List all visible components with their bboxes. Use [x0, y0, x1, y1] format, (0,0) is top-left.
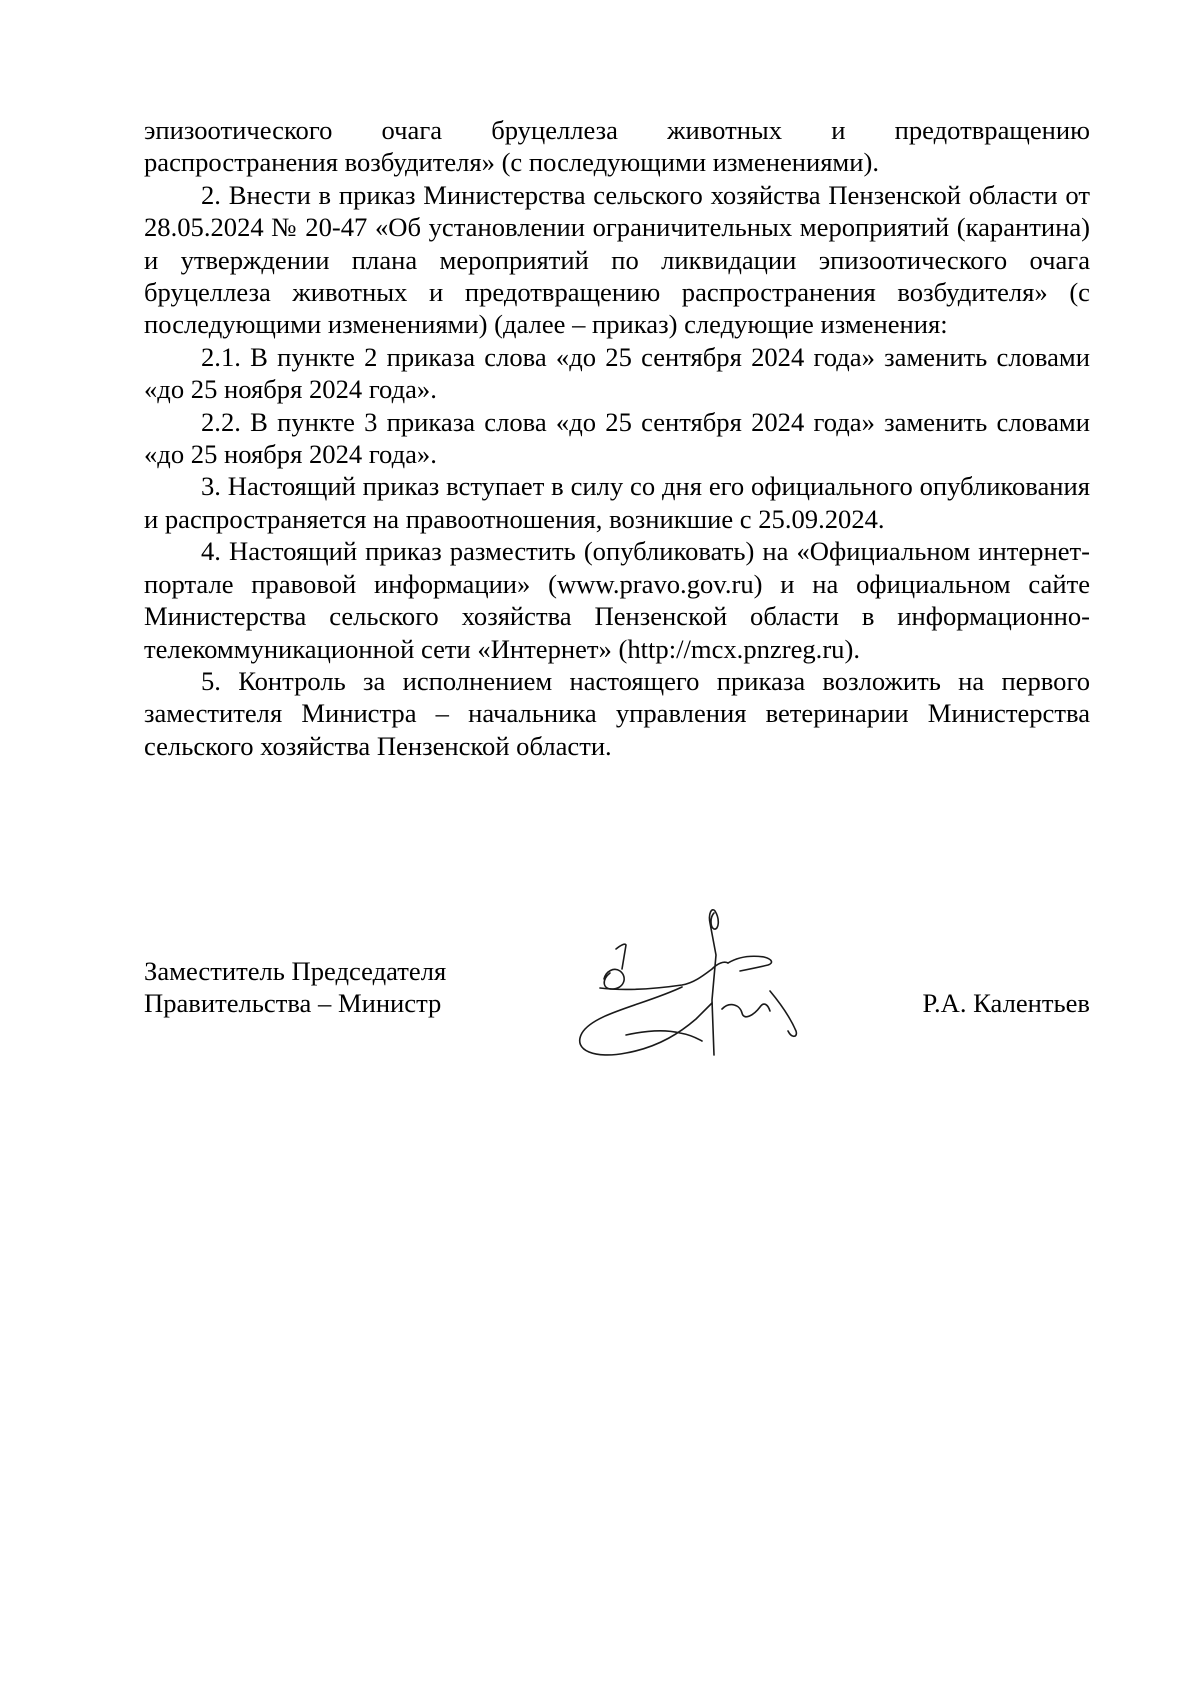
paragraph-continuation	[144, 114, 1090, 179]
signer-position-line2: Правительства – Министр	[144, 988, 442, 1019]
paragraph-2-2: 2.2. В пункте 3 приказа слова «до 25 сентября 2024 года» заменить словами «до 25 ноября 2024 года».	[144, 406, 1090, 470]
paragraph-4: 4. Настоящий приказ разместить (опубликовать) на «Официальном интернет-портале правовой информации» (www.pravo.gov.ru) и на официальном сайте Министерства сельского хозяйства Пензенской области в информационно-телекоммуникационной сети «Интернет» (http://mcx.pnzreg.ru).	[144, 536, 1090, 664]
signer-name: Р.А. Калентьев	[922, 988, 1090, 1018]
paragraph-5: 5. Контроль за исполнением настоящего приказа возложить на первого заместителя Министра – начальника управления ветеринарии Министерства сельского хозяйства Пензенской области.	[144, 665, 1090, 761]
paragraph-2: 2. Внести в приказ Министерства сельского хозяйства Пензенской области от 28.05.2024 № 20-47 «Об установлении ограничительных мероприятий (карантина) и утверждении плана мероприятий по ликвидации эпизоотического очага бруцеллеза животных и предотвращению распространения возбудителя» (с последующими изменениями) (далее – приказ) следующие изменения:	[144, 179, 1090, 340]
signature-block	[144, 955, 1090, 1115]
signer-position	[144, 955, 544, 1020]
paragraph-continuation-line2: распространения возбудителя» (с последующими изменениями).	[144, 147, 880, 178]
signer-position-line1: Заместитель Председателя	[144, 956, 447, 986]
paragraph-3: 3. Настоящий приказ вступает в силу со дня его официального опубликования и распространяется на правоотношения, возникшие с 25.09.2024.	[144, 471, 1090, 534]
handwritten-signature	[564, 905, 814, 1075]
paragraph-continuation-line1: эпизоотического очага бруцеллеза животных и предотвращению	[144, 115, 1090, 145]
paragraph-2-1: 2.1. В пункте 2 приказа слова «до 25 сентября 2024 года» заменить словами «до 25 ноября 2024 года».	[144, 341, 1090, 405]
document-body	[144, 114, 1090, 762]
